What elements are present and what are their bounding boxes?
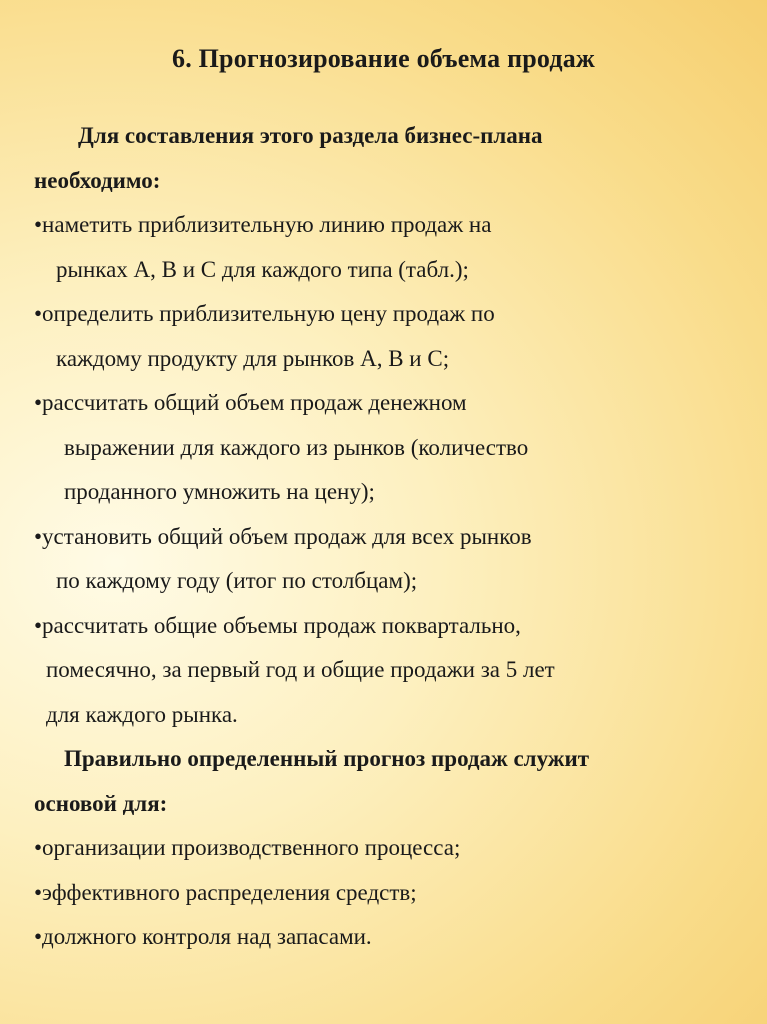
- bullet-2-line-1: •определить приблизительную цену продаж по: [34, 301, 495, 326]
- intro-line-1: Для составления этого раздела бизнес-плана: [78, 123, 543, 148]
- bullet-5-line-1: •рассчитать общие объемы продаж поквартально,: [34, 612, 521, 638]
- bullet-2-line-2: каждому продукту для рынков А, В и С;: [56, 345, 450, 371]
- bullet-3-line-1: •рассчитать общий объем продаж денежном: [34, 390, 467, 415]
- bullet-item-3: [34, 381, 749, 515]
- purpose-item-1: •организации производственного процесса;: [34, 835, 461, 860]
- bullet-item-2: [34, 292, 749, 381]
- bullet-4-line-1: •установить общий объем продаж для всех рынков: [34, 523, 532, 549]
- bullet-item-1: [34, 203, 749, 292]
- bullet-item-5: [34, 604, 749, 738]
- bullet-5-line-2: помесячно, за первый год и общие продажи за 5 лет: [46, 657, 555, 682]
- bullet-1-line-1: •наметить приблизительную линию продаж на: [34, 212, 492, 237]
- slide-content: [34, 114, 749, 960]
- forecast-line-2: основой для:: [34, 790, 168, 816]
- bullet-5-line-3: для каждого рынка.: [46, 701, 238, 727]
- bullet-1-line-2: рынках А, В и С для каждого типа (табл.);: [56, 256, 469, 282]
- bullet-3-line-3: проданного умножить на цену);: [64, 479, 375, 504]
- purpose-item-2: •эффективного распределения средств;: [34, 879, 417, 905]
- intro-line-2: необходимо:: [34, 167, 161, 193]
- bullet-4-line-2: по каждому году (итог по столбцам);: [56, 568, 418, 593]
- purpose-item-3: •должного контроля над запасами.: [34, 924, 372, 949]
- bullet-item-4: [34, 515, 749, 604]
- slide-title: 6. Прогнозирование объема продаж: [172, 44, 595, 73]
- bullet-3-line-2: выражении для каждого из рынков (количество: [64, 434, 529, 460]
- forecast-line-1: Правильно определенный прогноз продаж служит: [64, 746, 590, 771]
